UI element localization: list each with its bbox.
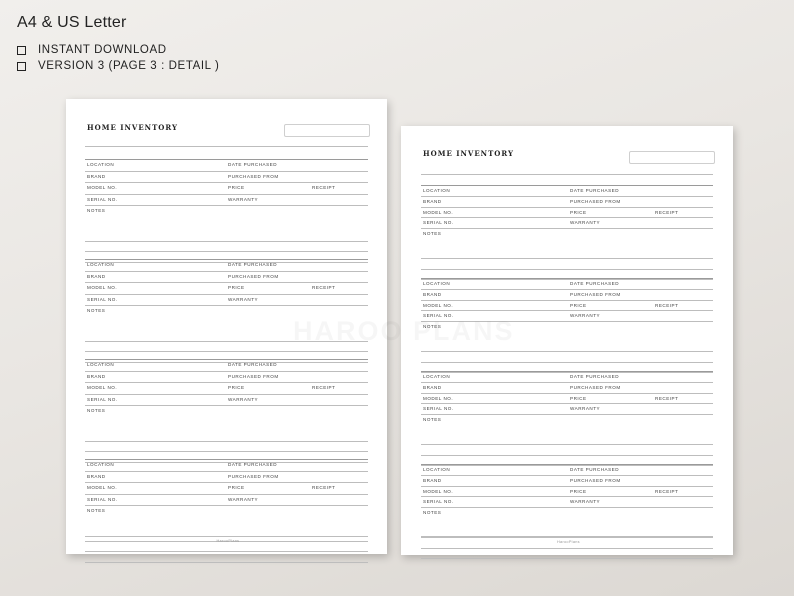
feature-item	[17, 42, 219, 58]
row-rule	[85, 394, 368, 395]
field-label-date-purchased: DATE PURCHASED	[228, 362, 278, 367]
header-rule	[85, 146, 368, 147]
field-label-warranty: WARRANTY	[570, 499, 601, 505]
field-label-warranty: WARRANTY	[570, 313, 601, 319]
row-rule	[421, 228, 713, 229]
field-label-notes: NOTES	[423, 417, 442, 423]
field-label-warranty: WARRANTY	[228, 496, 259, 502]
field-label-warranty: WARRANTY	[570, 220, 601, 226]
field-label-brand: BRAND	[423, 384, 442, 390]
row-rule	[421, 310, 713, 311]
field-label-brand: BRAND	[87, 173, 106, 179]
feature-item	[17, 58, 219, 74]
field-label-model: MODEL NO.	[423, 302, 454, 308]
field-label-serial: SERIAL NO.	[423, 220, 454, 226]
field-label-brand: BRAND	[423, 477, 442, 483]
field-label-brand: BRAND	[87, 473, 106, 479]
field-label-purchased-from: PURCHASED FROM	[228, 473, 279, 479]
page-footer: HarooPlans	[557, 540, 580, 544]
field-label-model: MODEL NO.	[423, 209, 454, 215]
field-label-price: PRICE	[228, 185, 245, 190]
field-label-location: LOCATION	[87, 162, 115, 167]
field-label-receipt: RECEIPT	[655, 395, 679, 401]
field-label-serial: SERIAL NO.	[423, 406, 454, 412]
row-rule	[85, 371, 368, 372]
field-label-location: LOCATION	[423, 467, 451, 472]
field-label-receipt: RECEIPT	[312, 485, 336, 490]
row-rule	[85, 305, 368, 306]
notes-line	[85, 362, 368, 363]
section-rule	[85, 459, 368, 460]
field-label-date-purchased: DATE PURCHASED	[228, 462, 278, 467]
field-label-location: LOCATION	[423, 281, 451, 286]
field-label-location: LOCATION	[87, 362, 115, 367]
row-rule	[85, 171, 368, 172]
notes-line	[421, 351, 713, 352]
title-box	[629, 151, 715, 164]
section-rule	[421, 185, 713, 186]
row-rule	[421, 196, 713, 197]
notes-line	[85, 451, 368, 452]
watermark	[293, 316, 515, 347]
row-rule	[85, 205, 368, 206]
checkbox-icon	[17, 62, 26, 71]
bottom-rule	[85, 536, 368, 537]
notes-line	[421, 372, 713, 373]
row-rule	[85, 294, 368, 295]
row-rule	[85, 471, 368, 472]
checkbox-icon	[17, 46, 26, 55]
field-label-purchased-from: PURCHASED FROM	[228, 173, 279, 179]
field-label-date-purchased: DATE PURCHASED	[570, 188, 620, 193]
row-rule	[421, 300, 713, 301]
field-label-model: MODEL NO.	[423, 395, 454, 401]
row-rule	[421, 289, 713, 290]
row-rule	[421, 382, 713, 383]
field-label-notes: NOTES	[87, 308, 106, 313]
notes-line	[421, 465, 713, 466]
field-label-date-purchased: DATE PURCHASED	[228, 262, 278, 267]
field-label-serial: SERIAL NO.	[87, 196, 118, 202]
field-label-notes: NOTES	[423, 510, 442, 516]
field-label-model: MODEL NO.	[423, 488, 454, 494]
field-label-price: PRICE	[228, 385, 245, 390]
field-label-warranty: WARRANTY	[228, 296, 259, 302]
notes-line	[421, 558, 713, 559]
field-label-location: LOCATION	[423, 188, 451, 193]
row-rule	[85, 382, 368, 383]
field-label-model: MODEL NO.	[87, 285, 118, 290]
field-label-location: LOCATION	[87, 262, 115, 267]
field-label-price: PRICE	[570, 209, 587, 215]
field-label-brand: BRAND	[87, 373, 106, 379]
row-rule	[421, 393, 713, 394]
field-label-warranty: WARRANTY	[228, 396, 259, 402]
field-label-price: PRICE	[570, 395, 587, 401]
field-label-price: PRICE	[228, 285, 245, 290]
field-label-location: LOCATION	[87, 462, 115, 467]
field-label-price: PRICE	[570, 488, 587, 494]
row-rule	[421, 207, 713, 208]
notes-line	[421, 269, 713, 270]
row-rule	[85, 482, 368, 483]
field-label-serial: SERIAL NO.	[423, 499, 454, 505]
section-rule	[85, 159, 368, 160]
header-rule	[421, 174, 713, 175]
row-rule	[85, 182, 368, 183]
row-rule	[85, 194, 368, 195]
field-label-purchased-from: PURCHASED FROM	[228, 373, 279, 379]
field-label-notes: NOTES	[423, 324, 442, 330]
listing-title: A4 & US Letter	[17, 14, 127, 31]
row-rule	[85, 271, 368, 272]
section-rule	[85, 259, 368, 260]
page-title: HOME INVENTORY	[87, 123, 178, 132]
field-label-date-purchased: DATE PURCHASED	[570, 374, 620, 379]
field-label-notes: NOTES	[87, 208, 106, 213]
field-label-date-purchased: DATE PURCHASED	[570, 467, 620, 472]
notes-line	[421, 362, 713, 363]
bottom-rule	[421, 536, 713, 537]
section-rule	[421, 464, 713, 465]
notes-line	[421, 258, 713, 259]
page-title: HOME INVENTORY	[423, 149, 514, 158]
notes-line	[85, 551, 368, 552]
notes-line	[85, 351, 368, 352]
field-label-purchased-from: PURCHASED FROM	[570, 198, 621, 204]
feature-label: INSTANT DOWNLOAD	[38, 44, 167, 56]
notes-line	[85, 441, 368, 442]
field-label-model: MODEL NO.	[87, 485, 118, 490]
field-label-date-purchased: DATE PURCHASED	[228, 162, 278, 167]
row-rule	[85, 494, 368, 495]
field-label-price: PRICE	[570, 302, 587, 308]
field-label-receipt: RECEIPT	[655, 302, 679, 308]
field-label-brand: BRAND	[423, 198, 442, 204]
field-label-receipt: RECEIPT	[312, 285, 336, 290]
row-rule	[421, 403, 713, 404]
field-label-receipt: RECEIPT	[312, 385, 336, 390]
field-label-brand: BRAND	[423, 291, 442, 297]
notes-line	[85, 241, 368, 242]
feature-label: VERSION 3 (PAGE 3 : DETAIL )	[38, 60, 220, 72]
field-label-serial: SERIAL NO.	[87, 496, 118, 502]
field-label-notes: NOTES	[87, 508, 106, 513]
notes-line	[421, 548, 713, 549]
row-rule	[421, 507, 713, 508]
field-label-model: MODEL NO.	[87, 385, 118, 390]
notes-line	[85, 262, 368, 263]
field-label-warranty: WARRANTY	[228, 196, 259, 202]
notes-line	[421, 455, 713, 456]
field-label-purchased-from: PURCHASED FROM	[570, 291, 621, 297]
field-label-warranty: WARRANTY	[570, 406, 601, 412]
notes-line	[421, 279, 713, 280]
row-rule	[421, 217, 713, 218]
notes-line	[421, 537, 713, 538]
field-label-serial: SERIAL NO.	[87, 296, 118, 302]
row-rule	[421, 496, 713, 497]
field-label-receipt: RECEIPT	[312, 185, 336, 190]
field-label-notes: NOTES	[87, 408, 106, 413]
field-label-model: MODEL NO.	[87, 185, 118, 190]
row-rule	[421, 486, 713, 487]
section-rule	[421, 371, 713, 372]
section-rule	[421, 278, 713, 279]
row-rule	[421, 475, 713, 476]
field-label-date-purchased: DATE PURCHASED	[570, 281, 620, 286]
title-box	[284, 124, 370, 137]
field-label-notes: NOTES	[423, 231, 442, 237]
row-rule	[85, 505, 368, 506]
field-label-location: LOCATION	[423, 374, 451, 379]
notes-line	[85, 462, 368, 463]
notes-line	[421, 444, 713, 445]
row-rule	[85, 405, 368, 406]
field-label-receipt: RECEIPT	[655, 488, 679, 494]
feature-list	[17, 42, 219, 74]
field-label-receipt: RECEIPT	[655, 209, 679, 215]
notes-line	[85, 562, 368, 563]
page-footer: HarooPlans	[216, 539, 240, 543]
field-label-serial: SERIAL NO.	[87, 396, 118, 402]
row-rule	[421, 414, 713, 415]
field-label-price: PRICE	[228, 485, 245, 490]
field-label-brand: BRAND	[87, 273, 106, 279]
section-rule	[85, 359, 368, 360]
field-label-serial: SERIAL NO.	[423, 313, 454, 319]
field-label-purchased-from: PURCHASED FROM	[570, 477, 621, 483]
notes-line	[85, 251, 368, 252]
field-label-purchased-from: PURCHASED FROM	[570, 384, 621, 390]
row-rule	[85, 282, 368, 283]
field-label-purchased-from: PURCHASED FROM	[228, 273, 279, 279]
